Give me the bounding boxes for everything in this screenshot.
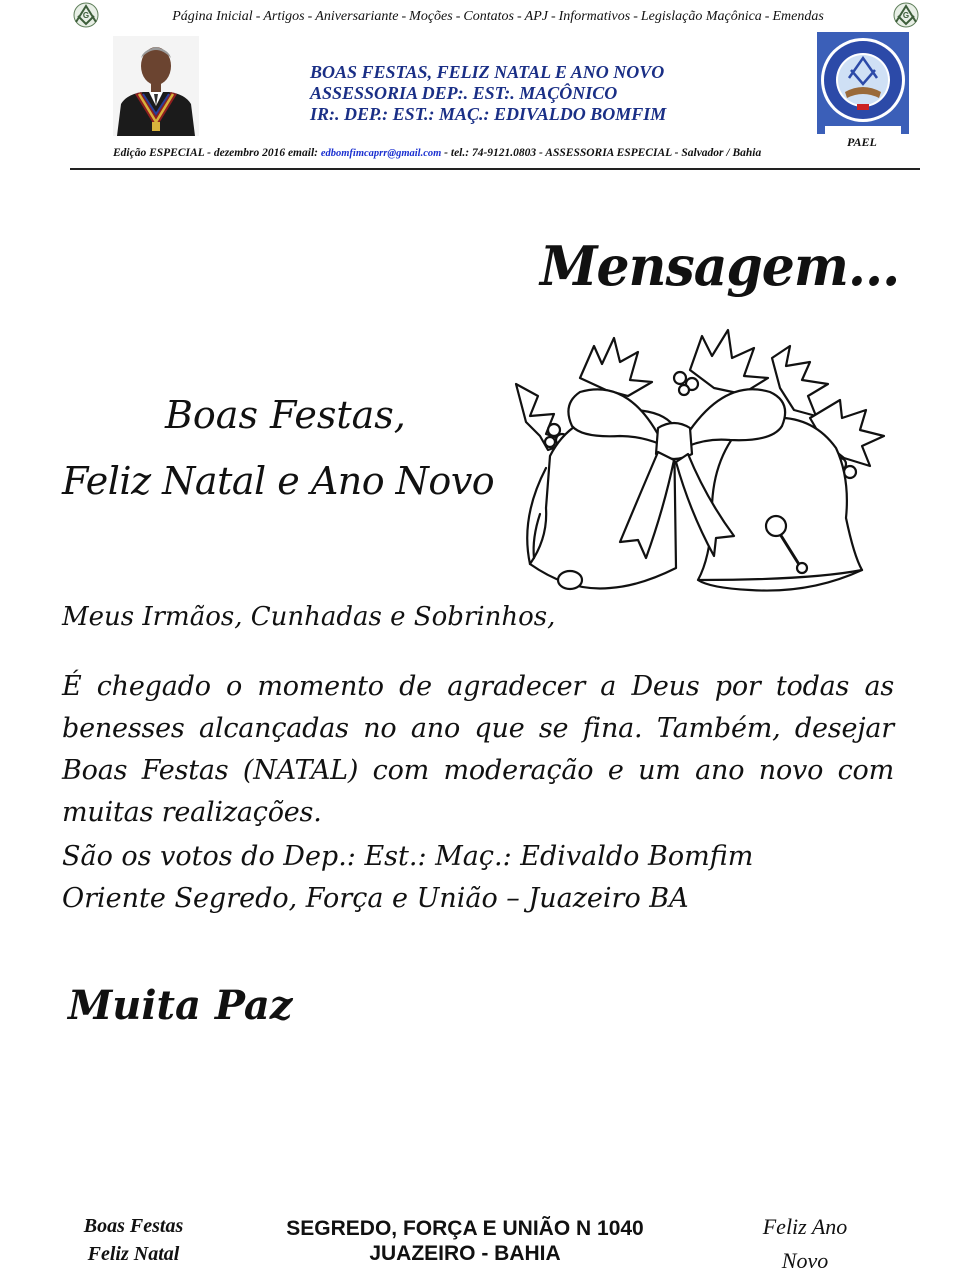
- christmas-bells-icon: [510, 318, 905, 610]
- footer-right-greeting: [735, 1210, 875, 1278]
- nav-link-informativos[interactable]: Informativos: [558, 9, 631, 24]
- footer-center-line-1: SEGREDO, FORÇA E UNIÃO N 1040: [286, 1217, 644, 1240]
- nav-separator: -: [401, 9, 407, 24]
- nav-separator: -: [455, 9, 461, 24]
- footer-left-line-1: Boas Festas: [83, 1215, 184, 1237]
- edition-suffix: - tel.: 74-9121.0803 - ASSESSORIA ESPECIAL - Salvador / Bahia: [444, 147, 762, 159]
- seal-caption: PAEL: [847, 135, 877, 149]
- nav-link-apj[interactable]: APJ: [524, 9, 548, 24]
- nav-separator: -: [550, 9, 556, 24]
- footer-left-greeting: [66, 1212, 201, 1268]
- nav-separator: -: [255, 9, 261, 24]
- email-link[interactable]: edbomfimcaprr@gmail.com: [320, 148, 442, 159]
- svg-text:G: G: [82, 11, 90, 20]
- square-and-compass-right-icon: [892, 2, 920, 28]
- footer-right-line-2: Novo: [781, 1248, 829, 1273]
- letter-lodge-line: Oriente Segredo, Força e União – Juazeiro BA: [62, 883, 689, 914]
- greeting-line-2: Feliz Natal e Ano Novo: [62, 459, 495, 503]
- nav-link-legislacao-maconica[interactable]: Legislação Maçônica: [640, 9, 762, 24]
- header-title-block: [310, 62, 790, 125]
- footer-center-line-2: JUAZEIRO - BAHIA: [369, 1242, 561, 1265]
- edition-info-line: [113, 147, 761, 159]
- letter-signature-line: São os votos do Dep.: Est.: Maç.: Edivaldo Bomfim: [62, 841, 754, 872]
- nav-separator: -: [764, 9, 770, 24]
- author-portrait-photo: [113, 36, 199, 136]
- footer-right-line-1: Feliz Ano: [762, 1214, 848, 1239]
- header-title-line-2: ASSESSORIA DEP:. EST:. MAÇÔNICO: [310, 83, 618, 103]
- footer-left-line-2: Feliz Natal: [87, 1243, 180, 1265]
- letter-salutation: Meus Irmãos, Cunhadas e Sobrinhos,: [62, 602, 556, 632]
- edition-prefix: Edição ESPECIAL - dezembro 2016 email:: [113, 147, 318, 159]
- nav-separator: -: [307, 9, 313, 24]
- nav-link-emendas[interactable]: Emendas: [772, 9, 824, 24]
- header-title-line-1: BOAS FESTAS, FELIZ NATAL E ANO NOVO: [310, 62, 665, 82]
- nav-link-contatos[interactable]: Contatos: [463, 9, 514, 24]
- header-divider: [70, 168, 920, 170]
- nav-link-artigos[interactable]: Artigos: [263, 9, 305, 24]
- lodge-seal-logo: [817, 32, 909, 134]
- square-and-compass-left-icon: [72, 2, 100, 28]
- nav-separator: -: [633, 9, 638, 24]
- letter-closing: Muita Paz: [68, 982, 293, 1029]
- svg-text:G: G: [902, 11, 910, 20]
- nav-separator: -: [516, 9, 522, 24]
- greeting-line-1: Boas Festas,: [165, 393, 406, 437]
- nav-link-mocoes[interactable]: Moções: [409, 9, 453, 24]
- letter-body: É chegado o momento de agradecer a Deus por todas as benesses alcançadas no ano que se fina. Também, desejar Boas Festas (NATAL) com moderação e um ano novo com muitas realizações.: [62, 671, 894, 828]
- nav-link-pagina-inicial[interactable]: Página Inicial: [172, 9, 253, 24]
- footer-lodge-name: [230, 1216, 700, 1266]
- top-navigation: [108, 9, 888, 25]
- header-title-line-3: IR:. DEP.: EST.: MAÇ.: EDIVALDO BOMFIM: [310, 104, 667, 124]
- letter-heading: Mensagem...: [540, 234, 900, 299]
- nav-link-aniversariante[interactable]: Aniversariante: [315, 9, 399, 24]
